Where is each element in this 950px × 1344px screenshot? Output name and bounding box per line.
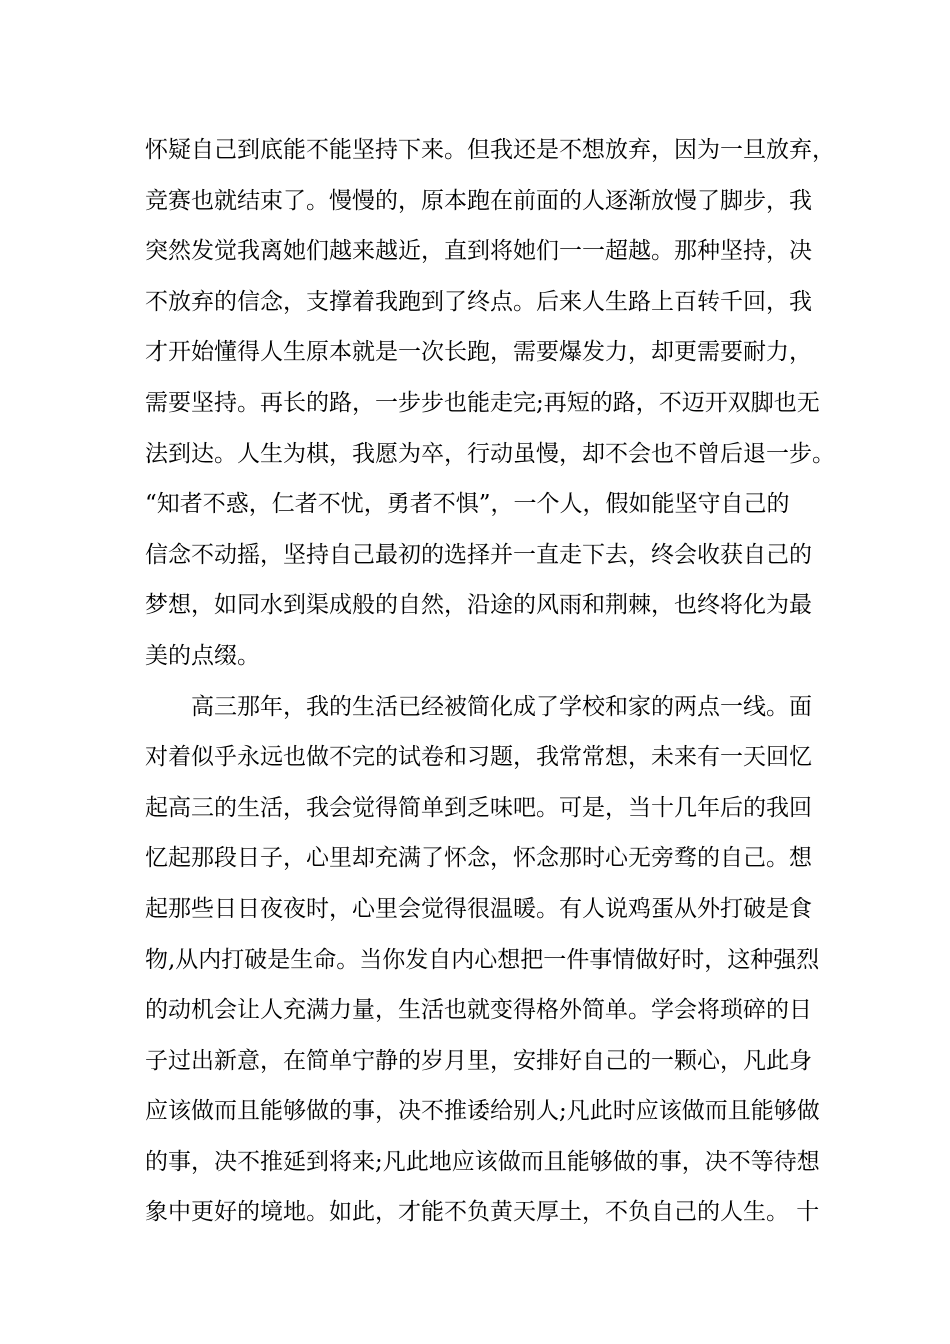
text-line: 忆起那段日子，心里却充满了怀念，怀念那时心无旁骛的自己。想 [145, 845, 812, 872]
text-line: 物,从内打破是生命。当你发自内心想把一件事情做好时，这种强烈 [145, 946, 820, 973]
text-line: 竞赛也就结束了。慢慢的，原本跑在前面的人逐渐放慢了脚步，我 [145, 187, 812, 214]
text-line: 高三那年，我的生活已经被简化成了学校和家的两点一线。面 [191, 693, 812, 720]
text-line: 象中更好的境地。如此，才能不负黄天厚土，不负自己的人生。 十 [145, 1199, 820, 1226]
document-body [145, 125, 835, 1238]
text-line: 信念不动摇，坚持自己最初的选择并一直走下去，终会收获自己的 [145, 541, 812, 568]
text-line: 梦想，如同水到渠成般的自然，沿途的风雨和荆棘，也终将化为最 [145, 592, 812, 619]
text-line: 美的点缀。 [145, 642, 260, 669]
text-line: 的事，决不推延到将来;凡此地应该做而且能够做的事，决不等待想 [145, 1148, 820, 1175]
paragraph-1 [145, 125, 835, 682]
text-line: 对着似乎永远也做不完的试卷和习题，我常常想，未来有一天回忆 [145, 744, 812, 771]
text-line: 的动机会让人充满力量，生活也就变得格外简单。学会将琐碎的日 [145, 997, 812, 1024]
text-line: 法到达。人生为棋，我愿为卒，行动虽慢，却不会也不曾后退一步。 [145, 440, 835, 467]
text-line: 起那些日日夜夜时，心里会觉得很温暖。有人说鸡蛋从外打破是食 [145, 895, 812, 922]
text-line: 应该做而且能够做的事，决不推诿给别人;凡此时应该做而且能够做 [145, 1098, 820, 1125]
text-line: 怀疑自己到底能不能坚持下来。但我还是不想放弃，因为一旦放弃， [145, 137, 835, 163]
text-line: 起高三的生活，我会觉得简单到乏味吧。可是，当十几年后的我回 [145, 794, 812, 821]
text-line: 突然发觉我离她们越来越近，直到将她们一一超越。那种坚持，决 [145, 238, 812, 265]
text-line: 子过出新意，在简单宁静的岁月里，安排好自己的一颗心，凡此身 [145, 1047, 812, 1074]
text-line: “知者不惑，仁者不忧，勇者不惧”，一个人，假如能坚守自己的 [145, 491, 790, 518]
text-line: 需要坚持。再长的路，一步步也能走完;再短的路，不迈开双脚也无 [145, 389, 820, 416]
paragraph-2 [145, 682, 825, 1239]
text-line: 才开始懂得人生原本就是一次长跑，需要爆发力，却更需要耐力， [145, 339, 812, 366]
text-line: 不放弃的信念，支撑着我跑到了终点。后来人生路上百转千回，我 [145, 288, 812, 315]
